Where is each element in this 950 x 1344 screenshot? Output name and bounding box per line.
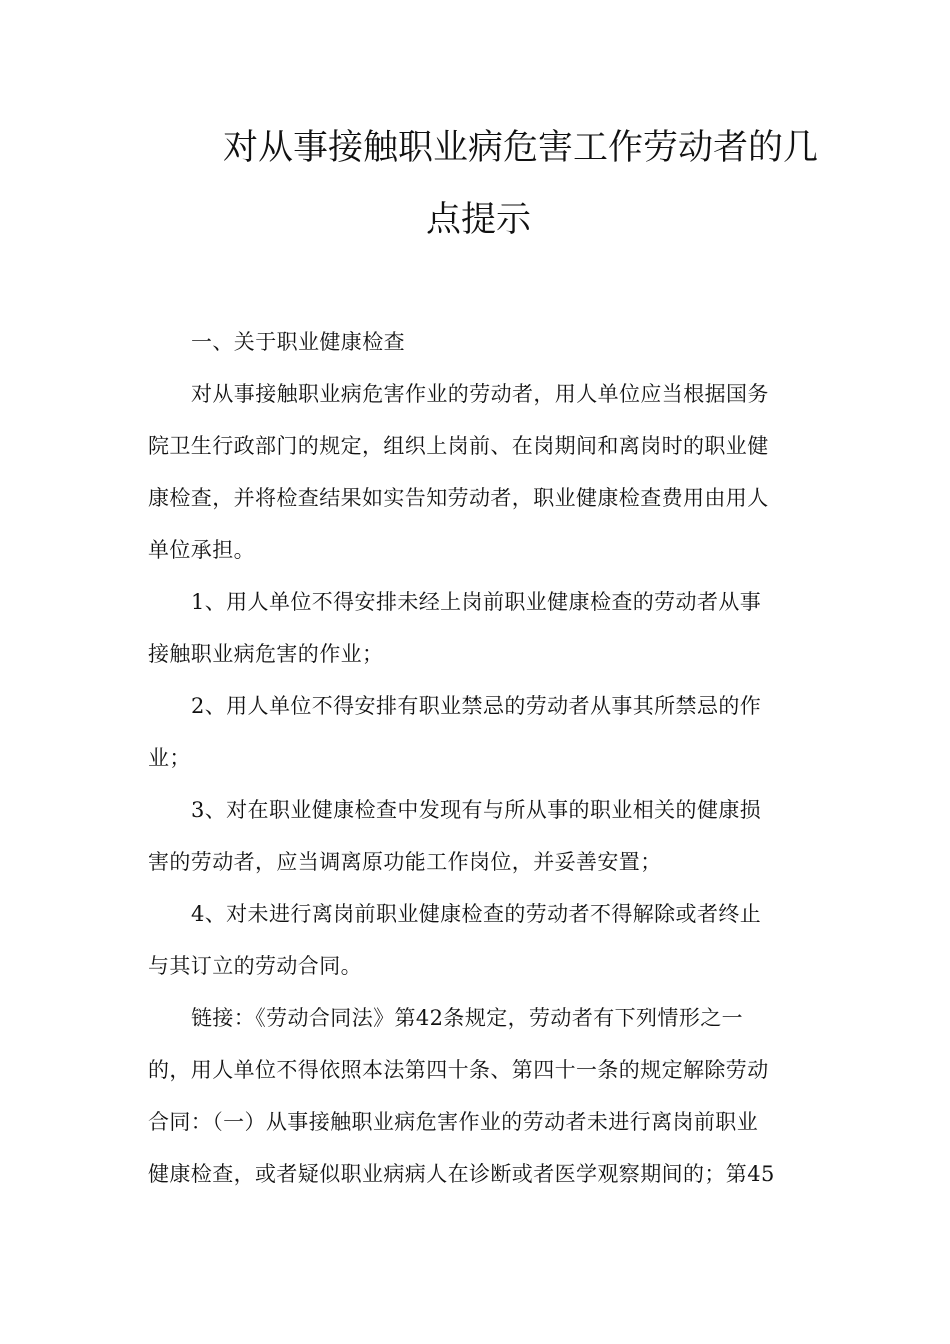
paragraph-line: 1、用人单位不得安排未经上岗前职业健康检查的劳动者从事 <box>191 590 762 614</box>
paragraph-line: 业； <box>148 746 191 770</box>
paragraph-line: 康检查，并将检查结果如实告知劳动者，职业健康检查费用由用人 <box>148 486 769 510</box>
document-title-line-1: 对从事接触职业病危害工作劳动者的几 <box>223 128 819 168</box>
paragraph-line: 4、对未进行离岗前职业健康检查的劳动者不得解除或者终止 <box>191 902 762 926</box>
paragraph-line: 健康检查，或者疑似职业病病人在诊断或者医学观察期间的；第45 <box>148 1162 775 1186</box>
section-heading: 一、关于职业健康检查 <box>191 330 405 354</box>
paragraph-line: 害的劳动者，应当调离原功能工作岗位，并妥善安置； <box>148 850 662 874</box>
paragraph-line: 接触职业病危害的作业； <box>148 642 384 666</box>
paragraph-line: 与其订立的劳动合同。 <box>148 954 362 978</box>
paragraph-line: 对从事接触职业病危害作业的劳动者，用人单位应当根据国务 <box>191 382 769 406</box>
paragraph-line: 的，用人单位不得依照本法第四十条、第四十一条的规定解除劳动 <box>148 1058 769 1082</box>
paragraph-line: 链接：《劳动合同法》第42条规定，劳动者有下列情形之一 <box>191 1006 744 1030</box>
paragraph-line: 3、对在职业健康检查中发现有与所从事的职业相关的健康损 <box>191 798 762 822</box>
paragraph-line: 2、用人单位不得安排有职业禁忌的劳动者从事其所禁忌的作 <box>191 694 762 718</box>
document-title-line-2: 点提示 <box>426 200 532 240</box>
paragraph-line: 院卫生行政部门的规定，组织上岗前、在岗期间和离岗时的职业健 <box>148 434 769 458</box>
paragraph-line: 单位承担。 <box>148 538 255 562</box>
paragraph-line: 合同：（一）从事接触职业病危害作业的劳动者未进行离岗前职业 <box>148 1110 759 1134</box>
